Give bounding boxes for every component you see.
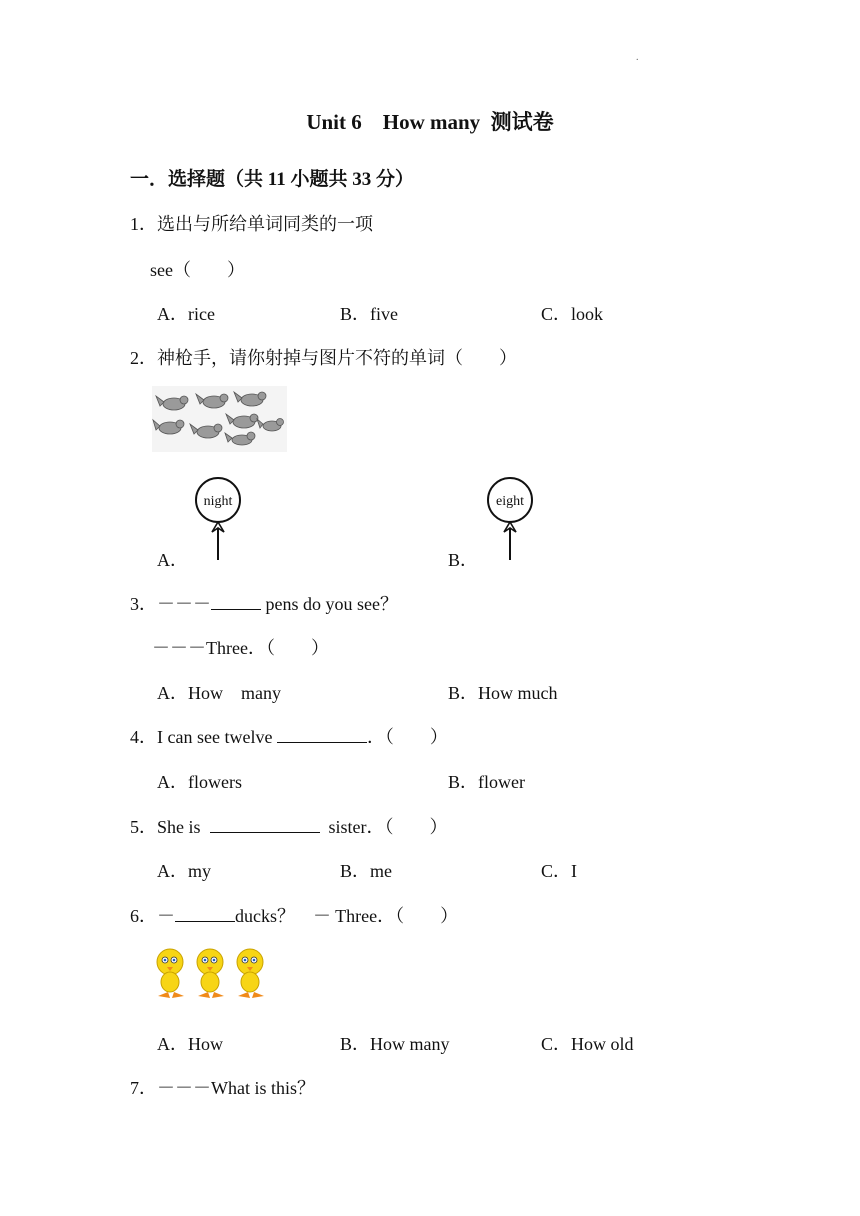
section-heading: 一．选择题（共 11 小题共 33 分）	[130, 169, 414, 190]
question-3-suffix: pens do you see？	[261, 594, 398, 614]
question-4-suffix: ．（ ）	[366, 727, 448, 747]
question-7-stem: 7．－－－What is this？	[130, 1078, 315, 1098]
question-1-stem: 1．选出与所给单词同类的一项	[130, 214, 373, 234]
question-2-option-a[interactable]: A．	[157, 550, 188, 570]
question-3-option-b[interactable]: B．How much	[448, 683, 558, 703]
question-4-option-a[interactable]: A．flowers	[157, 772, 242, 792]
question-5-suffix: sister．（ ）	[319, 817, 448, 837]
question-5-stem	[130, 813, 448, 839]
question-4-prefix: 4．I can see twelve	[130, 727, 277, 747]
question-2-stem: 2．神枪手，请你射掉与图片不符的单词（ ）	[130, 348, 517, 368]
question-3-answer-line: －－－Three．（ ）	[152, 638, 329, 658]
question-5-option-a[interactable]: A．my	[157, 861, 211, 881]
balloon-night-icon[interactable]	[190, 476, 246, 562]
balloon-eight-icon[interactable]	[482, 476, 538, 562]
question-6-prefix: 6．－	[130, 906, 175, 926]
question-3-option-a[interactable]: A．How many	[157, 683, 281, 703]
question-5-option-c[interactable]: C．I	[541, 861, 577, 881]
question-6-option-c[interactable]: C．How old	[541, 1034, 634, 1054]
duck-icon	[237, 949, 264, 998]
question-3-prefix: 3．－－－	[130, 594, 211, 614]
ducks-image	[150, 944, 274, 1002]
question-5-blank[interactable]	[210, 814, 320, 833]
question-3-blank[interactable]	[211, 591, 261, 610]
question-3-stem	[130, 590, 398, 616]
balloon-eight-label: eight	[496, 494, 524, 509]
question-2-option-b[interactable]: B．	[448, 550, 479, 570]
question-6-suffix: ducks？ － Three．（ ）	[235, 906, 459, 926]
question-6-option-a[interactable]: A．How	[157, 1034, 223, 1054]
question-5-prefix: 5．She is	[130, 817, 210, 837]
question-1-option-a[interactable]: A．rice	[157, 304, 215, 324]
page-title: Unit 6 How many 测试卷	[306, 110, 554, 134]
question-1-word: see（ ）	[150, 260, 245, 280]
question-1-option-b[interactable]: B．five	[340, 304, 398, 324]
duck-icon	[197, 949, 224, 998]
question-5-option-b[interactable]: B．me	[340, 861, 392, 881]
question-6-stem	[130, 902, 458, 928]
question-4-stem	[130, 723, 448, 749]
header-mark: .	[636, 52, 639, 63]
question-1-option-c[interactable]: C．look	[541, 304, 604, 324]
question-4-option-b[interactable]: B．flower	[448, 772, 525, 792]
birds-image	[152, 386, 287, 452]
question-4-blank[interactable]	[277, 724, 367, 743]
duck-icon	[157, 949, 184, 998]
balloon-night-label: night	[203, 494, 233, 509]
question-6-blank[interactable]	[175, 903, 235, 922]
question-6-option-b[interactable]: B．How many	[340, 1034, 450, 1054]
